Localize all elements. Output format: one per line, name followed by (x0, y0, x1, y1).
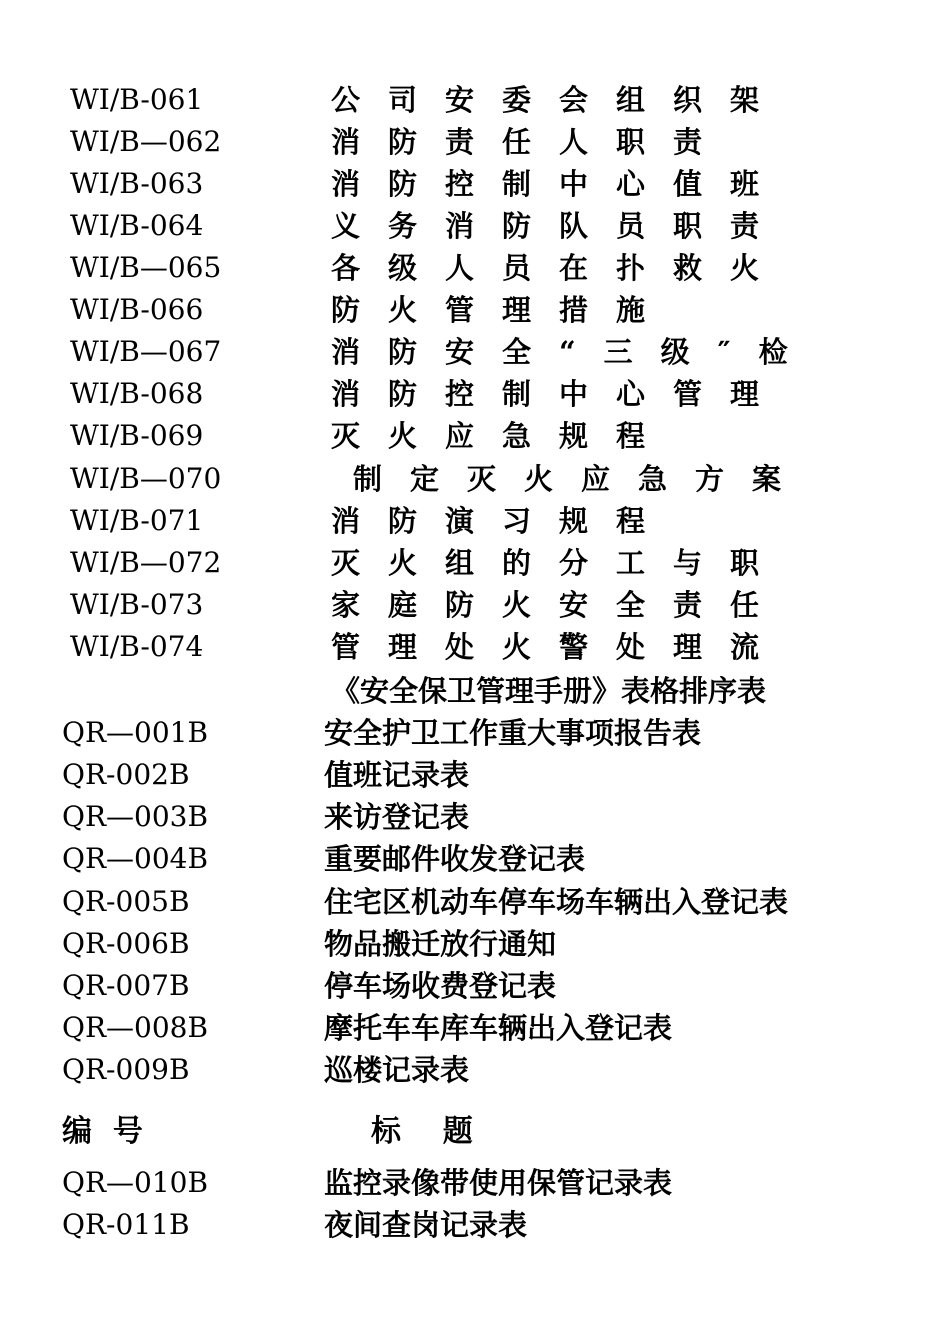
wi-code: WI/B—067 (70, 335, 222, 368)
wi-code: WI/B-073 (70, 588, 204, 621)
qr-row (0, 712, 950, 754)
wi-row (0, 584, 950, 626)
wi-title: 公司安委会组织架 (331, 83, 788, 117)
qr-title: 巡楼记录表 (324, 1053, 470, 1087)
wi-title: 消防安全“三级″检 (331, 335, 816, 369)
wi-code: WI/B—065 (70, 251, 222, 284)
wi-title: 消防控制中心管理 (331, 377, 788, 411)
qr-title: 重要邮件收发登记表 (324, 842, 586, 876)
qr-title: 值班记录表 (324, 758, 470, 792)
qr-row (0, 1007, 950, 1049)
qr-code: QR-009B (62, 1053, 190, 1086)
qr-title: 物品搬迁放行通知 (324, 927, 557, 961)
qr-title: 监控录像带使用保管记录表 (324, 1166, 673, 1200)
wi-code: WI/B-066 (70, 293, 204, 326)
qr-row (0, 923, 950, 965)
qr-row (0, 1049, 950, 1091)
wi-code: WI/B-063 (70, 167, 204, 200)
qr-row (0, 965, 950, 1007)
qr-title: 住宅区机动车停车场车辆出入登记表 (324, 885, 789, 919)
wi-code: WI/B—072 (70, 546, 222, 579)
wi-title: 灭火组的分工与职 (331, 546, 788, 580)
wi-title: 消防责任人职责 (331, 125, 731, 159)
wi-code: WI/B—062 (70, 125, 222, 158)
qr-title: 安全护卫工作重大事项报告表 (324, 716, 702, 750)
wi-code: WI/B-064 (70, 209, 204, 242)
wi-code: WI/B—070 (70, 462, 222, 495)
qr-row (0, 1162, 950, 1204)
wi-row (0, 542, 950, 584)
qr-row (0, 881, 950, 923)
wi-row (0, 289, 950, 331)
qr-code: QR-007B (62, 969, 190, 1002)
wi-row (0, 247, 950, 289)
qr-row (0, 754, 950, 796)
qr-code: QR—008B (62, 1011, 209, 1044)
qr-row (0, 1204, 950, 1246)
wi-title: 灭火应急规程 (331, 419, 674, 453)
wi-row (0, 331, 950, 373)
wi-title: 家庭防火安全责任 (331, 588, 788, 622)
wi-title: 义务消防队员职责 (331, 209, 788, 243)
wi-row (0, 163, 950, 205)
qr-code: QR-005B (62, 885, 190, 918)
wi-title: 消防控制中心值班 (331, 167, 788, 201)
qr-code: QR—003B (62, 800, 209, 833)
wi-code: WI/B-074 (70, 630, 204, 663)
qr-code: QR-006B (62, 927, 190, 960)
wi-row (0, 373, 950, 415)
qr-code: QR-002B (62, 758, 190, 791)
qr-row (0, 838, 950, 880)
qr-code: QR-011B (62, 1208, 190, 1241)
wi-code: WI/B-068 (70, 377, 204, 410)
qr-code: QR—001B (62, 716, 209, 749)
qr-title: 摩托车车库车辆出入登记表 (324, 1011, 673, 1045)
number-column-header: 编 号 (62, 1114, 143, 1149)
wi-title: 各级人员在扑救火 (331, 251, 788, 285)
wi-title: 制定灭火应急方案 (353, 462, 810, 496)
wi-title: 管理处火警处理流 (331, 630, 788, 664)
wi-row (0, 626, 950, 668)
wi-row (0, 121, 950, 163)
wi-row (0, 79, 950, 121)
wi-code: WI/B-061 (70, 83, 204, 116)
wi-title: 防火管理措施 (331, 293, 674, 327)
title-column-header: 标 题 (371, 1114, 473, 1149)
qr-code: QR—004B (62, 842, 209, 875)
qr-title: 停车场收费登记表 (324, 969, 557, 1003)
qr-title: 夜间查岗记录表 (324, 1208, 528, 1242)
wi-row (0, 500, 950, 542)
section-title: 《安全保卫管理手册》表格排序表 (331, 674, 767, 708)
wi-code: WI/B-069 (70, 419, 204, 452)
wi-title: 消防演习规程 (331, 504, 674, 538)
wi-code: WI/B-071 (70, 504, 204, 537)
qr-row (0, 796, 950, 838)
wi-row (0, 205, 950, 247)
qr-code: QR—010B (62, 1166, 209, 1199)
wi-row (0, 415, 950, 457)
wi-row (0, 458, 950, 500)
qr-title: 来访登记表 (324, 800, 470, 834)
